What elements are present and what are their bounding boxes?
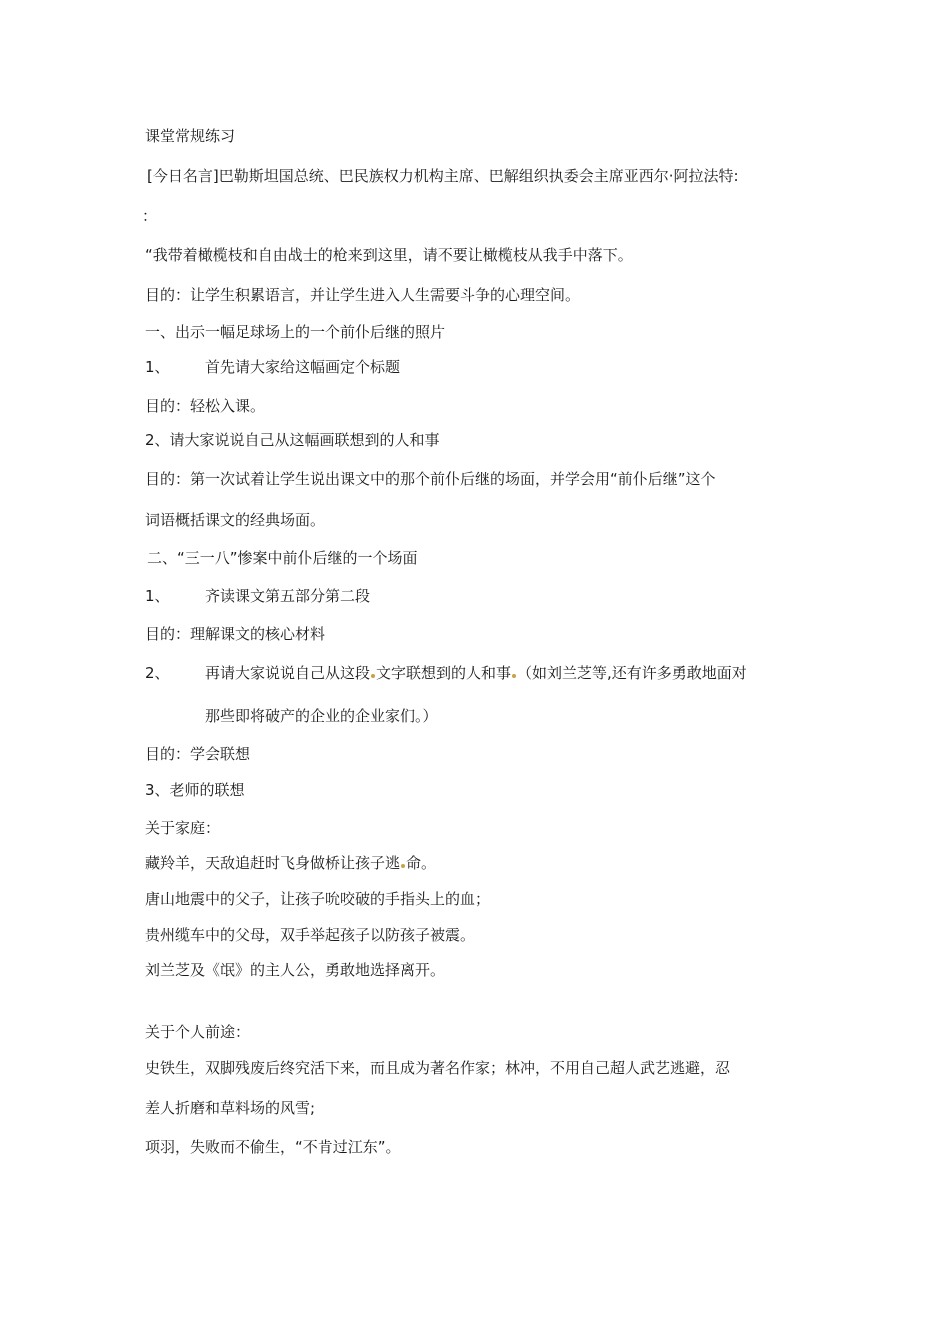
future-line-1-cont: 差人折磨和草料场的风雪; xyxy=(145,1099,316,1117)
section-1-heading: 一、出示一幅足球场上的一个前仆后继的照片 xyxy=(145,323,446,341)
quote-colon: ： xyxy=(142,207,158,225)
marker-dot xyxy=(401,864,405,868)
future-line-2: 项羽，失败而不偷生，“不肯过江东”。 xyxy=(145,1138,401,1156)
s2-item1-number: 1、 xyxy=(145,587,170,605)
purpose-3-line1: 目的：第一次试着让学生说出课文中的那个前仆后继的场面，并学会用“前仆后继”这个 xyxy=(145,470,716,488)
s2-item2-text xyxy=(205,663,747,683)
family-line-1-a: 藏羚羊，天敌追赶时飞身做桥让孩子逃 xyxy=(145,854,401,872)
section-2-heading: 二、“三一八”惨案中前仆后继的一个场面 xyxy=(147,549,418,567)
purpose-4: 目的：理解课文的核心材料 xyxy=(145,625,326,643)
purpose-1: 目的：让学生积累语言，并让学生进入人生需要斗争的心理空间。 xyxy=(145,286,581,304)
purpose-5: 目的：学会联想 xyxy=(145,745,251,763)
quote-text: “我带着橄榄枝和自由战士的枪来到这里，请不要让橄榄枝从我手中落下。 xyxy=(145,246,633,264)
marker-dot xyxy=(512,674,516,678)
future-line-1: 史铁生，双脚残废后终究活下来，而且成为著名作家；林冲，不用自己超人武艺逃避，忍 xyxy=(145,1059,731,1077)
s2-item2-part-c: （如刘兰芝等,还有许多勇敢地面对 xyxy=(517,664,747,682)
s2-item2-line2: 那些即将破产的企业的企业家们。） xyxy=(205,707,438,725)
family-line-4: 刘兰芝及《氓》的主人公，勇敢地选择离开。 xyxy=(145,961,446,979)
family-heading: 关于家庭： xyxy=(145,819,221,837)
family-line-1 xyxy=(145,853,436,873)
s2-item3: 3、老师的联想 xyxy=(145,781,245,799)
family-line-2: 唐山地震中的父子，让孩子吮咬破的手指头上的血； xyxy=(145,890,491,908)
s2-item1-text: 齐读课文第五部分第二段 xyxy=(205,587,371,605)
s1-item1-number: 1、 xyxy=(145,358,170,376)
marker-dot xyxy=(371,674,375,678)
s1-item1-text: 首先请大家给这幅画定个标题 xyxy=(205,358,401,376)
s1-item2: 2、请大家说说自己从这幅画联想到的人和事 xyxy=(145,431,440,449)
s2-item2-part-b: 文字联想到的人和事 xyxy=(376,664,512,682)
s2-item2-part-a: 再请大家说说自己从这段 xyxy=(205,664,371,682)
document-title: 课堂常规练习 xyxy=(145,127,236,145)
purpose-3-line2: 词语概括课文的经典场面。 xyxy=(145,511,326,529)
purpose-2: 目的：轻松入课。 xyxy=(145,397,266,415)
family-line-3: 贵州缆车中的父母，双手举起孩子以防孩子被震。 xyxy=(145,926,476,944)
future-heading: 关于个人前途： xyxy=(145,1023,251,1041)
quote-intro: [今日名言]巴勒斯坦国总统、巴民族权力机构主席、巴解组织执委会主席亚西尔·阿拉法特: xyxy=(147,167,739,185)
s2-item2-number: 2、 xyxy=(145,664,170,682)
family-line-1-b: 命。 xyxy=(406,854,437,872)
